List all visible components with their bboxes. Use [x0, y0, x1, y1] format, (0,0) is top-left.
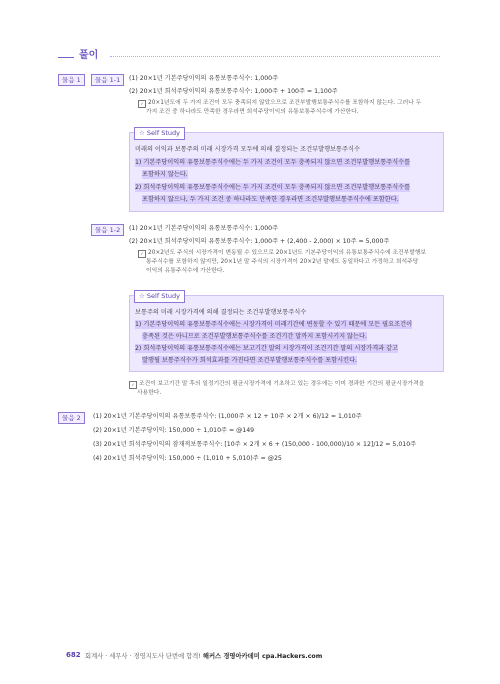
self-study-box: [129, 129, 444, 212]
check-icon: ✓: [129, 381, 137, 389]
self-study-line: 1) 기본주당이익의 유통보통주식수에는 두 가지 조건이 모두 충족되지 않으면 조건부발행보통주식수를: [135, 159, 411, 166]
self-study-label: ☆ Self Study: [134, 290, 185, 303]
self-study-line: 1) 기본주당이익의 유통보통주식수에는 시장가격이 미래기간에 변동할 수 있기 때문에 모든 필요조건이: [135, 321, 413, 328]
check-icon: ✓: [138, 100, 146, 108]
self-study-line: 발행될 보통주식수가 희석효과를 가진다면 조건부발행보통주식수를 포함시킨다.: [142, 357, 358, 364]
check-icon: ✓: [138, 250, 146, 258]
footer-text: 회계사 · 세무사 · 경영지도사 단번에 합격! 해커스 경영아카데미 cpa.Hackers.com: [85, 653, 323, 660]
answer-line: (1) 20×1년 기본주당이익의 유통보통주식수: 1,000주: [129, 75, 279, 82]
note-block: ✓ 20×1년도에 두 가지 조건이 모두 충족되지 않았으므로 조건부발행보통주식수를 포함하지 않는다. 그러나 두 가지 조건 중 하나라도 만족한 경우라면 희석주당이익의 유통보통주식수에 가산한다.: [138, 99, 421, 117]
answer-line: (1) 20×1년 기본주당이익의 유통보통주식수: (1,000주 × 12 + 10주 × 2개 × 6)/12 = 1,010주: [93, 413, 362, 420]
self-study-line: 2) 희석주당이익의 유통보통주식수에는 보고기간 말의 시장가격이 조건기간 말의 시장가격과 같고: [135, 345, 399, 352]
self-study-line: 충족된 것은 아니므로 조건부발행보통주식수를 조건기간 말까지 포함시키지 않는다.: [142, 333, 367, 340]
header-divider: [110, 56, 440, 57]
question-tag-1-1: 물음 1-1: [91, 74, 124, 86]
star-icon: ☆: [139, 129, 145, 137]
self-study-box: [129, 292, 444, 372]
self-study-label: ☆ Self Study: [134, 127, 185, 140]
star-icon: ☆: [139, 292, 145, 300]
self-study-line: 포함하지 않으나, 두 가지 조건 중 하나라도 만족한 경우라면 조건부발행보통주식수에 포함한다.: [142, 196, 399, 203]
answer-line: (1) 20×1년 기본주당이익의 유통보통주식수: 1,000주: [129, 225, 279, 232]
page-title: 풀이: [76, 49, 101, 63]
self-study-line: 2) 희석주당이익의 유통보통주식수에는 두 가지 조건이 모두 충족되지 않으면 조건부발행보통주식수를: [135, 184, 411, 191]
answer-line: (3) 20×1년 희석주당이익의 잠재적보통주식수: [10주 × 2개 × 6 + (150,000 - 100,000)/10 × 12]/12 = 5,010주: [93, 441, 417, 448]
answer-line: (4) 20×1년 희석주당이익: 150,000 ÷ (1,010 + 5,010)주 = @25: [93, 455, 282, 462]
self-study-line: 포함하지 않는다.: [142, 171, 188, 178]
answer-line: (2) 20×1년 희석주당이익의 유통보통주식수: 1,000주 + (2,400 - 2,000) × 10주 = 5,000주: [129, 238, 390, 245]
note-block: ✓ 조건이 보고기간 말 후의 일정기간의 평균시장가격에 기초하고 있는 경우에는 이미 경과한 기간의 평균시장가격을 사용한다.: [129, 380, 424, 398]
question-tag-2: 물음 2: [58, 412, 85, 424]
question-tag-1-2: 물음 1-2: [91, 224, 124, 236]
self-study-line: 미래의 이익과 보통주의 미래 시장가격 모두에 의해 결정되는 조건부발행보통주식수: [135, 146, 360, 153]
note-block: ✓ 20×2년도 주식의 시장가격이 변동될 수 있으므로 20×1년도 기본주당이익의 유통보통주식수에 조건부발행보 통주식수를 포함하지 않지만, 20×1년 말 주식의 시장가격이 20×2년 말에도 동일하다고 가정하고 희석주당 이익의 유통주식수에 가산한다.: [138, 249, 426, 276]
header-rule-left: [58, 57, 74, 58]
question-tag-1: 물음 1: [58, 74, 85, 86]
self-study-line: 보통주의 미래 시장가격에 의해 결정되는 조건부발행보통주식수: [135, 309, 307, 316]
answer-line: (2) 20×1년 희석주당이익의 유통보통주식수: 1,000주 + 100주 = 1,100주: [129, 88, 338, 95]
page-number: 682: [66, 651, 81, 659]
answer-line: (2) 20×1년 기본주당이익: 150,000 ÷ 1,010주 = @149: [93, 427, 255, 434]
